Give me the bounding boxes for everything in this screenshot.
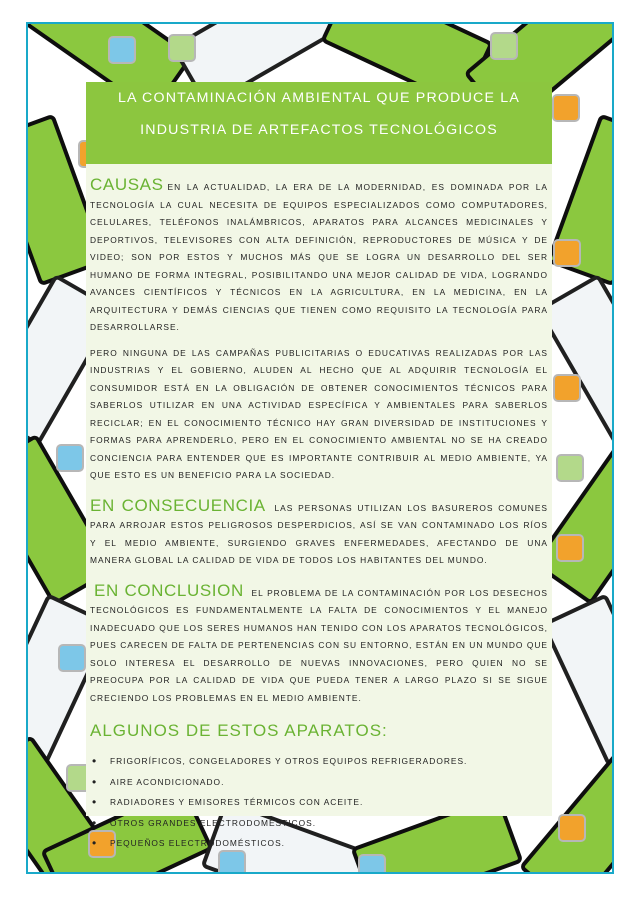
conclusion-heading: EN CONCLUSION (94, 580, 244, 600)
consecuencia-paragraph (90, 497, 548, 570)
document-body (90, 176, 548, 854)
causas-text-1: EN LA ACTUALIDAD, LA ERA DE LA MODERNIDAD, ES DOMINADA POR LA TECNOLOGÍA LA CUAL NECESITA DE EQUIPOS ESPECIALIZADOS COMO COMPUTADORES, CELULARES, TELÉFONOS INALÁMBRICOS, APARATOS PARA ALCANCES MEDICINALES Y DEPORTIVOS, TELEVISORES CON ALTA DEFINICIÓN, REPRODUCTORES DE MÚSICA Y DE VIDEO; SON POR ESTOS Y MUCHOS MÁS QUE SE LOGRA UN DESARROLLO DEL SER HUMANO DE FORMA INTEGRAL, POSIBILITANDO UNA MEJOR CALIDAD DE VIDA, LOGRANDO AVANCES CIENTÍFICOS Y TÉCNICOS EN LA AGRICULTURA, EN LA MEDICINA, EN LA ARQUITECTURA Y DEMÁS CIENCIAS QUE TIENEN COMO REQUISITO LA TECNOLOGÍA PARA DESARROLLARSE. (90, 182, 548, 332)
aparatos-heading: ALGUNOS DE ESTOS APARATOS: (90, 721, 388, 740)
list-item: • PEQUEÑOS ELECTRODOMÉSTICOS. (90, 833, 548, 854)
aparatos-list (90, 751, 548, 854)
causas-heading: CAUSAS (90, 175, 164, 194)
causas-paragraph-1 (90, 176, 548, 337)
list-item: • RADIADORES Y EMISORES TÉRMICOS CON ACEITE. (90, 792, 548, 813)
consecuencia-heading: EN CONSECUENCIA (90, 495, 266, 515)
list-item: • FRIGORÍFICOS, CONGELADORES Y OTROS EQUIPOS REFRIGERADORES. (90, 751, 548, 772)
conclusion-text: EL PROBLEMA DE LA CONTAMINACIÓN POR LOS DESECHOS TECNOLÓGICOS ES FUNDAMENTALMENTE LA FALTA DE CONOCIMIENTOS Y EL MANEJO INADECUADO QUE LOS SERES HUMANOS HAN TENIDO CON LOS APARATOS TECNOLÓGICOS, PUES CARECEN DE FALTA DE PERTENENCIAS CON SU ENTORNO, ESTÁN EN UN MUNDO QUE SOLO INTERESA EL DESARROLLO DE NUEVAS INNOVACIONES, PERO QUIEN NO SE PREOCUPA POR LA CALIDAD DE VIDA QUE PUEDA TENER A LARGO PLAZO SI SE SIGUE CRECIENDO LOS PROBLEMAS EN EL MEDIO AMBIENTE. (90, 587, 548, 703)
consecuencia-text: LAS PERSONAS UTILIZAN LOS BASUREROS COMUNES PARA ARROJAR ESTOS PELIGROSOS DESPERDICIOS, ASÍ SE VAN CONTAMINADO LOS RÍOS Y EL MEDIO AMBIENTE, SURGIENDO GRAVES ENFERMEDADES, AFECTANDO DE UNA MANERA GLOBAL LA CALIDAD DE VIDA DE TODOS LOS HABITANTES DEL MUNDO. (90, 502, 549, 565)
conclusion-paragraph (90, 582, 548, 708)
title-banner (86, 82, 552, 164)
list-item: • OTROS GRANDES ELECTRODOMÉSTICOS. (90, 813, 548, 834)
list-item: • AIRE ACONDICIONADO. (90, 772, 548, 793)
causas-paragraph-2: PERO NINGUNA DE LAS CAMPAÑAS PUBLICITARIAS O EDUCATIVAS REALIZADAS POR LAS INDUSTRIAS Y EL GOBIERNO, ALUDEN AL HECHO QUE AL ADQUIRIR TECNOLOGÍA EL CONSUMIDOR ESTÁ EN LA OBLIGACIÓN DE OBTENER CONOCIMIENTOS TÉCNICOS PARA SABERLOS UTILIZAR EN UNA ACTIVIDAD ESPECÍFICA Y AMBIENTALES PARA SABERLOS RECICLAR; EN EL CONOCIMIENTO TÉCNICO HAY GRAN DIVERSIDAD DE INSTITUCIONES Y FORMAS PARA APRENDERLO, PERO EN EL CONOCIMIENTO AMBIENTAL NO SE HA CREADO CONCIENCIA PARA ENTENDER QUE ES IMPORTANTE CONTRIBUIR AL MEDIO AMBIENTE, YA QUE ESTO ES UN BENEFICIO PARA LA SOCIEDAD. (90, 347, 548, 480)
title-line-1: LA CONTAMINACIÓN AMBIENTAL QUE PRODUCE LA (117, 90, 521, 106)
title-line-2: INDUSTRIA DE ARTEFACTOS TECNOLÓGICOS (140, 122, 498, 138)
